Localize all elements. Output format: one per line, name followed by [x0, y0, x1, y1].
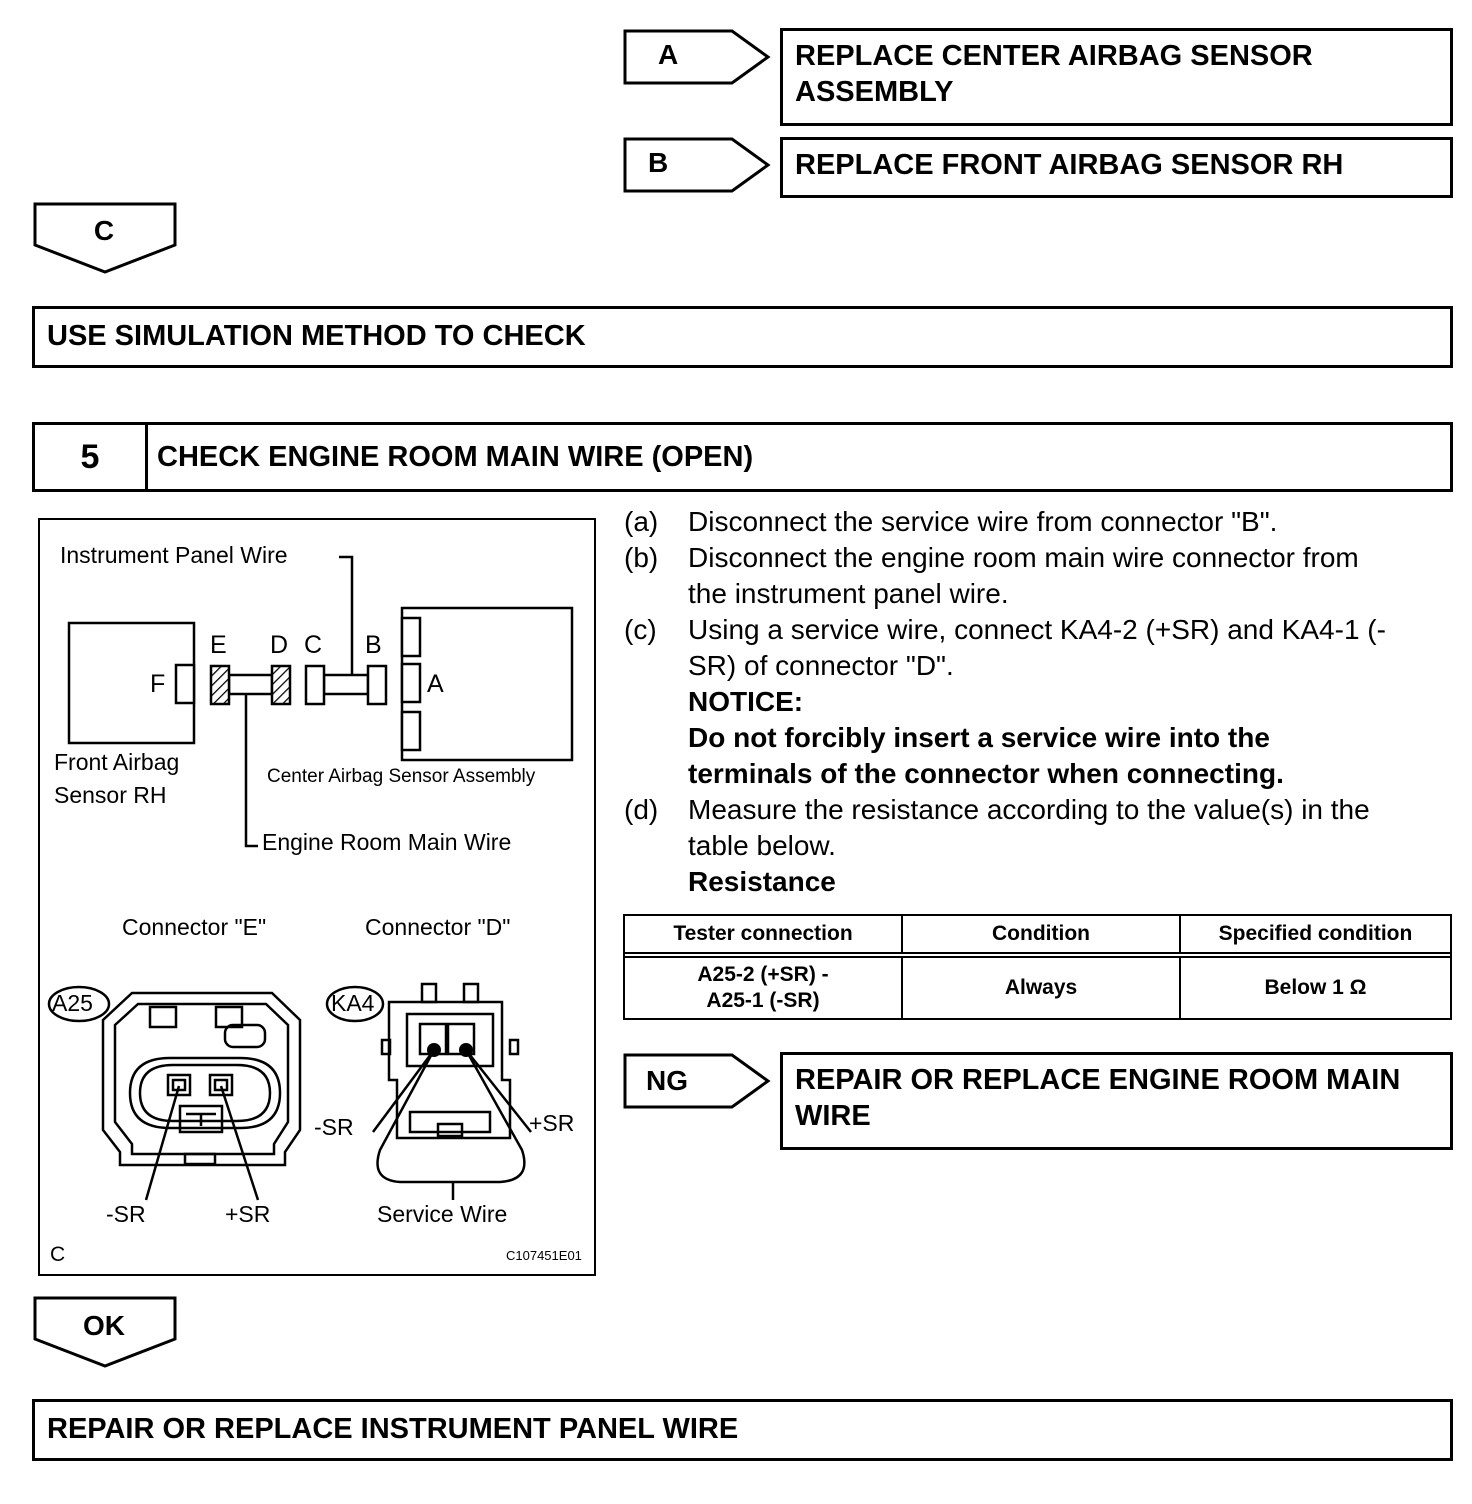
- step-title: CHECK ENGINE ROOM MAIN WIRE (OPEN): [157, 441, 754, 473]
- label-connector-b: B: [365, 631, 382, 659]
- instruction-c-label: (c): [624, 614, 657, 645]
- instruction-d: [624, 792, 1458, 900]
- instruction-b-line2: the instrument panel wire.: [688, 578, 1009, 609]
- label-front-airbag-line1: Front Airbag: [54, 749, 180, 775]
- step-number: 5: [35, 425, 148, 489]
- table-cell-tester-line2: A25-1 (-SR): [706, 989, 820, 1012]
- result-b-tag-label: B: [648, 147, 669, 178]
- instruction-b: [624, 540, 1458, 612]
- table-cell-condition: Always: [902, 957, 1180, 1019]
- label-connector-e-title: Connector "E": [122, 914, 267, 940]
- result-ok-tag: [32, 1295, 180, 1371]
- result-c-box: [32, 306, 1453, 368]
- connector-c-block: [306, 666, 324, 704]
- label-connector-d: D: [270, 631, 289, 659]
- label-f: F: [150, 670, 166, 698]
- terminal-ka4-2: [459, 1043, 473, 1057]
- label-front-airbag-line2: Sensor RH: [54, 782, 167, 808]
- label-connector-d-title: Connector "D": [365, 914, 511, 940]
- result-a-tag: [622, 28, 774, 86]
- result-a-box: [780, 28, 1453, 126]
- label-a25-pos-sr: +SR: [225, 1201, 271, 1227]
- label-connector-c: C: [304, 631, 323, 659]
- result-ng-box: [780, 1052, 1453, 1150]
- table-cell-tester-line1: A25-2 (+SR) -: [697, 963, 829, 986]
- instruction-b-text: [688, 540, 1359, 612]
- result-c-tag: [32, 201, 180, 277]
- label-figure-corner: C: [50, 1243, 66, 1266]
- instruction-a-line1: Disconnect the service wire from connector "B".: [688, 506, 1278, 537]
- instruction-c-text: [688, 612, 1386, 792]
- label-engine-room-main-wire: Engine Room Main Wire: [262, 829, 512, 855]
- label-a25: A25: [52, 990, 93, 1016]
- instruction-c-line2: SR) of connector "D".: [688, 650, 954, 681]
- label-service-wire: Service Wire: [377, 1201, 508, 1227]
- label-front-airbag-sensor: [54, 746, 179, 812]
- result-b-tag: [622, 136, 774, 194]
- wiring-figure: [38, 518, 596, 1276]
- terminal-ka4-1: [427, 1043, 441, 1057]
- instruction-a-text: [688, 504, 1277, 540]
- notice-line1: Do not forcibly insert a service wire into the: [688, 722, 1270, 753]
- instruction-b-line1: Disconnect the engine room main wire connector from: [688, 542, 1359, 573]
- result-c-tag-label: C: [93, 215, 115, 246]
- resistance-table: [623, 914, 1452, 1020]
- table-header-tester: Tester connection: [624, 915, 902, 953]
- result-b-box: [780, 137, 1453, 198]
- result-ok-tag-label: OK: [83, 1310, 125, 1341]
- label-ka4: KA4: [331, 990, 375, 1016]
- instruction-c-line1: Using a service wire, connect KA4-2 (+SR) and KA4-1 (-: [688, 614, 1386, 645]
- instruction-list: [624, 504, 1458, 900]
- instruction-d-label: (d): [624, 794, 659, 825]
- result-b-text: REPLACE FRONT AIRBAG SENSOR RH: [795, 149, 1344, 181]
- label-center-airbag-sensor: Center Airbag Sensor Assembly: [267, 766, 536, 787]
- resistance-label: Resistance: [688, 866, 836, 897]
- result-a-tag-label: A: [658, 39, 679, 70]
- result-ng-tag-label: NG: [646, 1065, 688, 1096]
- instruction-d-text: [688, 792, 1370, 900]
- label-ka4-pos-sr: +SR: [529, 1110, 575, 1136]
- label-instrument-panel-wire: Instrument Panel Wire: [60, 542, 288, 568]
- label-a: A: [427, 670, 444, 698]
- label-figure-id: C107451E01: [506, 1248, 582, 1263]
- instruction-d-line1: Measure the resistance according to the value(s) in the: [688, 794, 1370, 825]
- instruction-a: [624, 504, 1458, 540]
- result-ok-text: REPAIR OR REPLACE INSTRUMENT PANEL WIRE: [47, 1413, 739, 1445]
- table-header-condition: Condition: [902, 915, 1180, 953]
- table-row: [624, 957, 1451, 1019]
- result-ok-box: [32, 1399, 1453, 1461]
- connector-b-block: [368, 666, 386, 704]
- result-a-text: REPLACE CENTER AIRBAG SENSOR ASSEMBLY: [795, 40, 1313, 108]
- notice-line2: terminals of the connector when connecting.: [688, 758, 1284, 789]
- label-ka4-neg-sr: -SR: [314, 1114, 354, 1140]
- instruction-a-label: (a): [624, 506, 659, 537]
- instruction-c: [624, 612, 1458, 792]
- table-header-specified: Specified condition: [1180, 915, 1451, 953]
- instruction-b-label: (b): [624, 542, 659, 573]
- table-header-row: [624, 915, 1451, 953]
- table-cell-tester: [624, 957, 902, 1019]
- label-a25-neg-sr: -SR: [106, 1201, 146, 1227]
- step-header: [32, 422, 1453, 492]
- result-ng-tag: [622, 1052, 774, 1110]
- result-ng-text: REPAIR OR REPLACE ENGINE ROOM MAIN WIRE: [795, 1064, 1401, 1132]
- instruction-d-line2: table below.: [688, 830, 836, 861]
- result-c-text: USE SIMULATION METHOD TO CHECK: [47, 320, 586, 352]
- connector-e-block: [211, 666, 229, 704]
- connector-d-block: [272, 666, 290, 704]
- table-cell-specified: Below 1 Ω: [1180, 957, 1451, 1019]
- notice-heading: NOTICE:: [688, 686, 804, 717]
- label-connector-e: E: [210, 631, 227, 659]
